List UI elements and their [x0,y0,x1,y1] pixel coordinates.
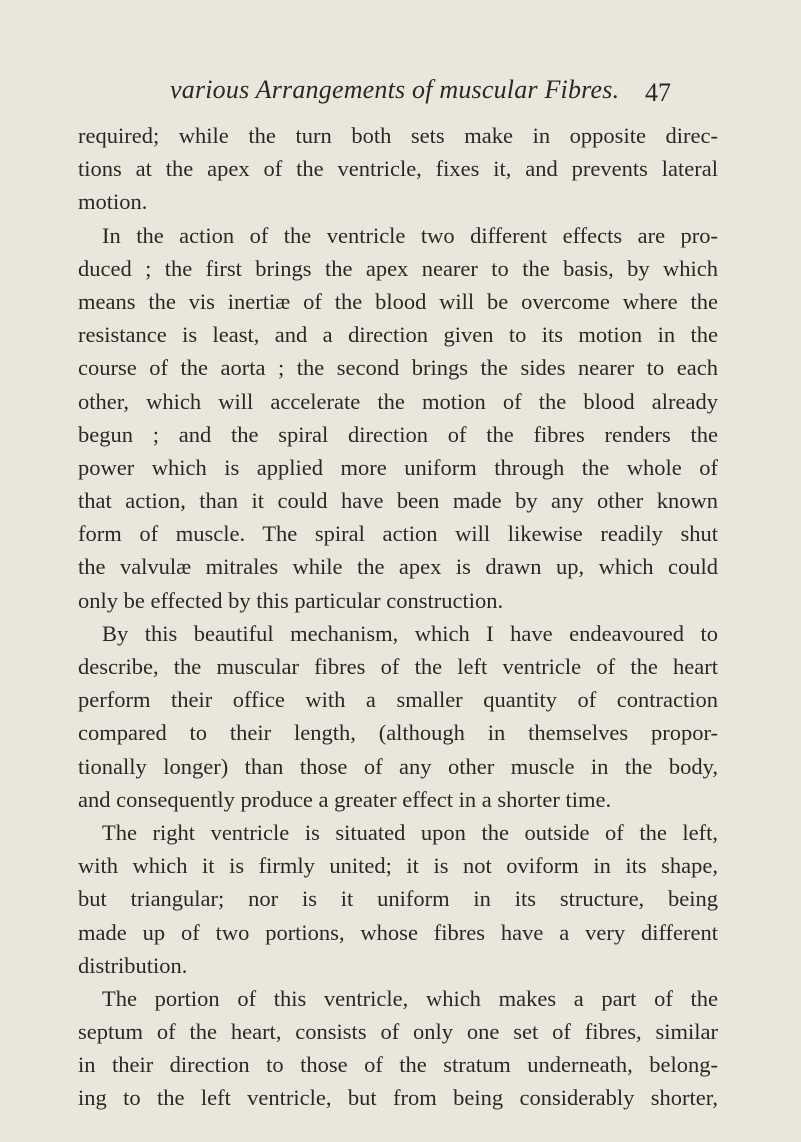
text-line: resistance is least, and a direction given to its motion in the [78,322,718,348]
text-line: and consequently produce a greater effect in a shorter time. [78,786,612,812]
text-line: compared to their length, (although in themselves propor- [78,720,718,746]
text-line: motion. [78,189,148,215]
text-line: perform their office with a smaller quantity of contraction [78,687,718,713]
text-line: begun ; and the spiral direction of the fibres renders the [78,421,718,447]
text-line: means the vis inertiæ of the blood will be overcome where the [78,288,718,314]
text-line: tions at the apex of the ventricle, fixes it, and prevents lateral [78,156,718,182]
text-line: that action, than it could have been made by any other known [78,488,718,514]
text-line: The portion of this ventricle, which makes a part of the [102,985,718,1011]
text-line: the valvulæ mitrales while the apex is drawn up, which could [78,554,718,580]
text-line: with which it is firmly united; it is not oviform in its shape, [78,853,718,879]
text-line: course of the aorta ; the second brings the sides nearer to each [78,355,718,381]
text-line: The right ventricle is situated upon the outside of the left, [102,819,718,845]
text-line: describe, the muscular fibres of the left ventricle of the heart [78,654,718,679]
text-line: By this beautiful mechanism, which I have endeavoured to [102,620,718,646]
text-line: form of muscle. The spiral action will likewise readily shut [78,521,718,547]
text-line: in their direction to those of the stratum underneath, belong- [78,1052,718,1078]
running-title: various Arrangements of muscular Fibres. [170,75,620,104]
text-line: power which is applied more uniform through the whole of [78,454,718,480]
text-line: tionally longer) than those of any other muscle in the body, [78,753,718,779]
running-header [0,75,801,115]
text-line: ing to the left ventricle, but from being considerably shorter, [78,1085,718,1111]
page-number: 47 [645,78,671,107]
text-line: only be effected by this particular construction. [78,587,504,613]
text-line: but triangular; nor is it uniform in its structure, being [78,886,718,912]
text-line: made up of two portions, whose fibres have a very different [78,919,718,945]
text-line: septum of the heart, consists of only one set of fibres, similar [78,1019,718,1045]
body-text [78,119,718,1115]
text-line: distribution. [78,952,188,978]
text-line: required; while the turn both sets make in opposite direc- [78,123,718,148]
text-line: other, which will accelerate the motion of the blood already [78,388,718,414]
text-line: In the action of the ventricle two different effects are pro- [102,222,718,248]
text-line: duced ; the first brings the apex nearer to the basis, by which [78,255,718,281]
